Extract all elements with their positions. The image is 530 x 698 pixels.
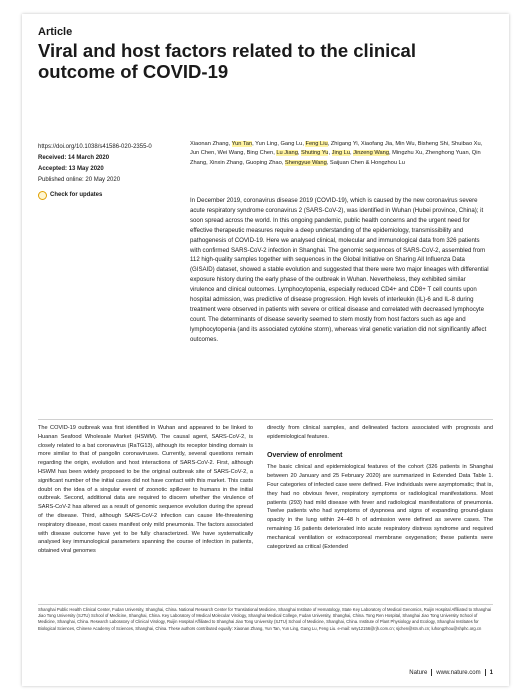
author[interactable]: Shuibao Xu [451,141,481,147]
published-date: Published online: 20 May 2020 [38,177,121,183]
author[interactable]: Jing Lu [331,150,350,157]
author[interactable]: Saijuan Chen [329,159,365,166]
author[interactable]: Guoping Zhao [245,159,282,166]
journal-site-link[interactable]: www.nature.com [436,669,481,676]
article-meta [38,142,198,201]
author[interactable]: Jinzeng Wang [353,150,389,157]
author-list: Xiaonan Zhang, Yun Tan, Yun Ling, Gang Lu, Feng Liu, Zhigang Yi, Xiaofang Jia, Min Wu, Bisheng Shi, Shuibao Xu, Jun Chen, Wei Wang, Bing Chen, Lu Jiang, Shuting Yu, Jing Lu, Jinzeng Wang, Mingzhu Xu, Zhenghong Yuan, Qin Zhang, Xinxin Zhang, Guoping Zhao, Shengyue Wang, Saijuan Chen & Hongzhou Lu [190,141,483,166]
section-divider [38,419,493,420]
author[interactable]: Mingzhu Xu [392,150,423,157]
body-column-right [267,424,493,551]
section-heading: Overview of enrolment [267,451,343,459]
page-footer [409,669,493,676]
article-type-label: Article [38,26,73,38]
article-page [22,14,509,686]
author[interactable]: Hongzhou Lu [371,159,405,166]
body-paragraph: The basic clinical and epidemiological features of the cohort (326 patients in Shanghai between 20 January and 25 February 2020) are summarized in Extended Data Table 1. Four categories of infected case were defined. Five individuals were asymptomatic; that is, they had no obvious fever, respiratory symptoms or radiological manifestations. Most patients (293) had mild disease with fever and radiological manifestations of pneumonia. Twelve patients who had symptoms of dyspnoea and signs of expanding ground-glass opacity in the lung within 24–48 h of admission were defined as severe cases. The remaining 16 patients deteriorated into acute respiratory distress syndrome and required mechanical ventilation or extracorporeal membrane oxygenation; these patients were categorized as critical (Extended [267,464,493,550]
author[interactable]: Xiaonan Zhang [190,141,229,147]
accepted-date: Accepted: 13 May 2020 [38,166,104,172]
body-column-left [38,424,253,556]
footer-separator [431,669,432,676]
author[interactable]: Yun Tan [231,141,253,147]
author[interactable]: Xinxin Zhang [209,159,243,166]
author[interactable]: Bisheng Shi [417,141,449,147]
check-updates-button[interactable] [38,190,198,201]
author[interactable]: Bing Chen [246,150,274,157]
author[interactable]: Lu Jiang [276,150,298,157]
author[interactable]: Zhenghong Yuan [425,150,469,157]
author[interactable]: Min Wu [395,141,415,147]
author[interactable]: Qin Zhang [190,150,481,166]
body-paragraph: The COVID-19 outbreak was first identified in Wuhan and appeared to be linked to Huanan Seafood Wholesale Market (HSWM). The causal agent, SARS-CoV-2, is closely related to a bat coronavirus (RaTG13), although its receptor binding domain is more similar to that of pangolin coronaviruses. Currently, several questions remain regarding the origin, evolution and host interactions of SARS-CoV-2. First, although HSWM has been widely proposed to be the original outbreak site of SARS-CoV-2, a significant number of the initial cases did not have contact with this market. This casts doubt on the idea of a singular event of zoonotic spillover to humans in the initial outbreak. Second, additional data are required to discern whether the virulence of SARS-CoV-2 has altered as a result of genomic sequence evolution during the spread of the disease. Third, although SARS-CoV-2 infection can cause life-threatening respiratory disease, most cases manifest only mild pneumonia. The factors associated with disease outcome have yet to be fully characterized. We have systematically analysed key immunological parameters spanning the course of infection in patients, obtained viral genomes [38,425,253,555]
journal-name: Nature [409,669,428,676]
page-number: 1 [489,669,493,676]
body-paragraph: directly from clinical samples, and delineated factors associated with prognosis and epidemiological features. [267,425,493,440]
author[interactable]: Jun Chen [190,150,215,157]
abstract: In December 2019, coronavirus disease 2019 (COVID-19), which is caused by the new coronavirus severe acute respiratory syndrome coronavirus 2 (SARS-CoV-2), was identified in Wuhan (Hubei province, China); it soon spread across the world. In this ongoing pandemic, public health concerns and the urgent need for effective therapeutic measures require a deep understanding of the epidemiology, transmissibility and pathogenesis of COVID-19. Here we analysed clinical, molecular and immunological data from 326 patients with confirmed SARS-CoV-2 infection in Shanghai. The genomic sequences of SARS-CoV-2, assembled from 112 high-quality samples together with sequences in the Global Initiative on Sharing All Influenza Data (GISAID) dataset, showed a stable evolution and suggested that there were two major lineages with differential exposure history during the early phase of the outbreak in Wuhan. Nevertheless, they exhibited similar virulence and clinical outcomes. Lymphocytopenia, especially reduced CD4+ and CD8+ T cell counts upon hospital admission, was predictive of disease progression. High levels of interleukin (IL)-6 and IL-8 during treatment were observed in patients with severe or critical disease and correlated with decreased lymphocyte count. The determinants of disease severity seemed to stem mostly from host factors such as age and lymphocytopenia (and its associated cytokine storm), whereas viral genetic variation did not significantly affect outcomes. [190,197,489,343]
author[interactable]: Yun Ling [255,141,278,147]
author[interactable]: Xiaofang Jia [360,141,393,147]
author[interactable]: Shengyue Wang [284,159,327,166]
affiliations-footnote: Shanghai Public Health Clinical Center, Fudan University, Shanghai, China. National Research Center for Translational Medicine, Shanghai Institute of Hematology, State Key Laboratory of Medical Genomics, Ruijin Hospital Affiliated to Shanghai Jiao Tong University (SJTU) School of Medicine, Shanghai, China. Key Laboratory of Medical Molecular Virology, Shanghai Medical College, Fudan University, Shanghai, China. Tong Ren Hospital, Shanghai Jiao Tong University School of Medicine, Shanghai, China. Research Laboratory of Clinical Virology, Ruijin Hospital Affiliated to Shanghai Jiao Tong University (SJTU) School of Medicine, Shanghai, China. Institute of Plant Physiology and Ecology, Shanghai Institutes for Biological Sciences, Chinese Academy of Sciences, Shanghai, China. These authors contributed equally: Xiaonan Zhang, Yun Tan, Yun Ling, Gang Lu, Feng Liu. e-mail: wsy12156@rjh.com.cn; sjchen@stn.sh.cn; luhongzhou@shphc.org.cn [38,607,491,631]
author[interactable]: Feng Liu [305,141,328,147]
received-date: Received: 14 March 2020 [38,155,110,161]
footnote-divider [38,604,493,605]
footer-separator [485,669,486,676]
doi-link[interactable]: https://doi.org/10.1038/s41586-020-2355-0 [38,144,152,150]
author[interactable]: Gang Lu [280,141,303,147]
author[interactable]: Zhigang Yi [330,141,358,147]
check-updates-label: Check for updates [50,192,103,198]
author[interactable]: Wei Wang [217,150,244,157]
check-updates-icon [38,191,47,200]
author[interactable]: Shuting Yu [301,150,329,157]
article-headline: Viral and host factors related to the clinical outcome of COVID-19 [38,40,416,82]
